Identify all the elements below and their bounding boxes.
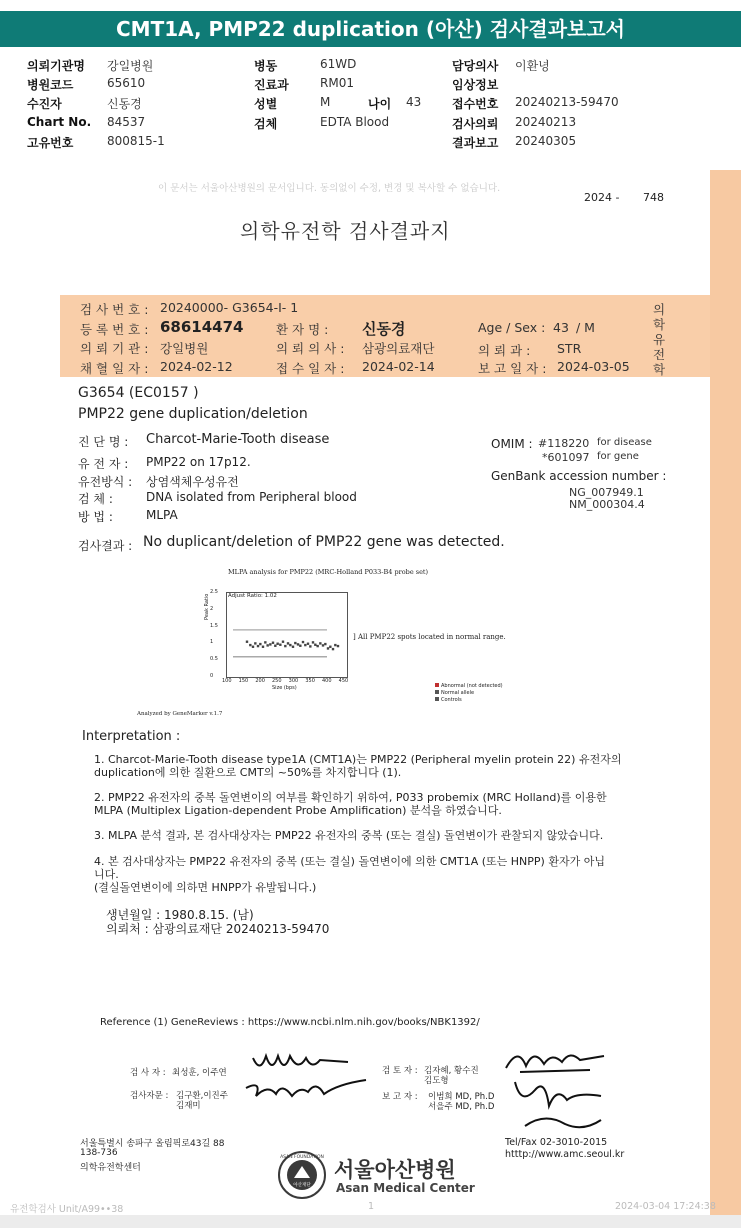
reg-no-label: 등 록 번 호 : [80, 322, 149, 337]
header-key: 병원코드 [27, 78, 74, 92]
reviewer-label: 검 토 자 : [382, 1066, 418, 1076]
header-value: EDTA Blood [320, 115, 390, 129]
data-point [304, 644, 306, 646]
data-point [309, 645, 311, 647]
side-label-char: 학 [653, 317, 666, 332]
hospital-name-korean: 서울아산병원 [334, 1158, 456, 1182]
data-point [269, 643, 271, 645]
x-tick-label: 250 [272, 678, 282, 684]
header-value: 20240213-59470 [515, 95, 619, 109]
genbank-nm: NM_000304.4 [569, 498, 645, 511]
collect-date: 2024-02-12 [160, 359, 233, 374]
tel-fax: Tel/Fax 02-3010-2015 [505, 1137, 608, 1148]
doc-number: 748 [643, 191, 664, 204]
address-1: 서울특별시 송파구 올림픽로43길 88 [80, 1139, 225, 1149]
header-key: 접수번호 [452, 97, 499, 111]
legend-entry [435, 697, 462, 703]
data-point [334, 644, 336, 646]
mlpa-plot [227, 593, 347, 677]
data-point [302, 641, 304, 643]
legend-entry [435, 690, 474, 696]
x-tick-label: 100 [222, 678, 232, 684]
y-tick-label: 1.5 [210, 622, 218, 629]
header-value: 강일병원 [107, 59, 154, 73]
chart-ylabel: Peak Ratio [204, 593, 210, 620]
y-tick-label: 2 [210, 605, 214, 612]
hospital-name-english: Asan Medical Center [336, 1181, 475, 1195]
data-point [249, 644, 251, 646]
exam-no-label: 검 사 번 호 : [80, 302, 149, 317]
seal-text: ASAN FOUNDATION [280, 1155, 324, 1160]
genbank-ng: NG_007949.1 [569, 486, 644, 499]
side-label-char: 학 [653, 362, 666, 377]
sample: DNA isolated from Peripheral blood [146, 490, 357, 504]
data-point [299, 645, 301, 647]
genbank-label: GenBank accession number : [491, 469, 667, 483]
report-heading: 의학유전학 검사결과지 [240, 219, 451, 243]
omim-disease: #118220 [538, 437, 590, 450]
header-key: 병동 [254, 59, 278, 73]
method: MLPA [146, 508, 178, 522]
header-value: 이환녕 [515, 59, 550, 73]
doc-year: 2024 - [584, 191, 620, 204]
header-key: 검사의뢰 [452, 117, 499, 131]
header-value: 61WD [320, 57, 357, 71]
data-point [289, 644, 291, 646]
reg-no: 68614474 [160, 318, 244, 336]
legend-swatch [435, 697, 439, 701]
institution-label: 의 뢰 기 관 : [80, 341, 149, 356]
bracket-icon: ] [353, 633, 356, 641]
omim-label: OMIM : [491, 437, 533, 451]
data-point [316, 645, 318, 647]
y-tick-label: 2.5 [210, 589, 218, 595]
legend-label: Normal allele [441, 690, 475, 696]
patient-age: 43 [553, 320, 569, 335]
data-point [294, 642, 296, 644]
legend-label: Abnormal (not detected) [441, 683, 503, 689]
data-point [282, 641, 284, 643]
reporter-1: 이범희 MD, Ph.D [428, 1092, 495, 1102]
gene-label: 유 전 자 : [78, 457, 129, 471]
y-tick-label: 0.5 [210, 656, 218, 663]
doctor-label: 의 뢰 의 사 : [276, 341, 345, 356]
gene: PMP22 on 17p12. [146, 455, 251, 469]
test-name: PMP22 gene duplication/deletion [78, 406, 308, 422]
header-key: 고유번호 [27, 136, 74, 150]
method-label: 방 법 : [78, 510, 113, 524]
legend-entry [435, 683, 503, 689]
data-point [252, 646, 254, 648]
interpretation-title: Interpretation : [82, 729, 181, 744]
address-2: 138-736 [80, 1148, 118, 1158]
data-point [264, 641, 266, 643]
omim-gene: *601097 [542, 451, 590, 464]
data-point [319, 642, 321, 644]
result-label: 검사결과 : [78, 539, 133, 553]
mlpa-chart [226, 592, 348, 678]
header-value: 800815-1 [107, 134, 165, 148]
footer-page: 1 [368, 1201, 375, 1212]
header-key: 검체 [254, 117, 278, 131]
data-point [292, 646, 294, 648]
report-title: CMT1A, PMP22 duplication (아산) 검사결과보고서 [0, 11, 741, 47]
patient-name: 신동경 [362, 320, 406, 338]
report-date: 2024-03-05 [557, 359, 630, 374]
x-tick-label: 300 [288, 678, 299, 684]
header-key: 담당의사 [452, 59, 499, 73]
sample-label: 검 체 : [78, 492, 113, 506]
data-point [324, 643, 326, 645]
x-tick-label: 200 [255, 678, 265, 684]
header-key: 결과보고 [452, 136, 499, 150]
data-point [322, 644, 324, 646]
adjust-ratio: Adjust Ratio: 1.02 [228, 593, 277, 599]
interpretation-line: 4. 본 검사대상자는 PMP22 유전자의 중복 (또는 결실) 돌연변이에 의한 CMT1A (또는 HNPP) 환자가 아닙 [94, 855, 605, 868]
age-value: 43 [406, 95, 422, 109]
data-point [337, 645, 339, 647]
chart-annotation [353, 633, 506, 641]
data-point [266, 644, 268, 646]
header-key: 진료과 [254, 78, 289, 92]
exam-no: 20240000- G3654-I- 1 [160, 300, 299, 315]
diagnosis: Charcot-Marie-Tooth disease [146, 432, 330, 447]
patient-sex: / M [576, 320, 595, 335]
reviewer-2: 김도형 [424, 1076, 449, 1086]
receive-date-label: 접 수 일 자 : [276, 361, 345, 376]
dept: STR [557, 341, 582, 356]
header-key: 수진자 [27, 97, 62, 111]
examiner: 최성훈, 이주연 [172, 1068, 227, 1078]
dept-label: 의 뢰 과 : [478, 343, 531, 358]
side-label-char: 의 [653, 302, 666, 317]
x-tick-label: 150 [238, 678, 249, 684]
institution: 강일병원 [160, 341, 209, 356]
age-sex-label: Age / Sex : [478, 320, 546, 335]
header-value: M [320, 95, 331, 109]
report-date-label: 보 고 일 자 : [478, 361, 547, 376]
doctor: 삼광의료재단 [362, 341, 435, 356]
legend-swatch [435, 683, 439, 687]
receive-date: 2024-02-14 [362, 359, 435, 374]
side-label-char: 전 [653, 347, 666, 362]
advisor-1: 김구환,이진주 [176, 1091, 228, 1101]
diagnosis-label: 진 단 명 : [78, 435, 129, 449]
patient-name-label: 환 자 명 : [276, 322, 329, 337]
header-key: 의뢰기관명 [27, 59, 85, 73]
data-point [284, 645, 286, 647]
omim-gene-note: for gene [597, 451, 639, 462]
reporter-2: 서을주 MD, Ph.D [428, 1102, 495, 1112]
data-point [327, 647, 329, 649]
chart-title: MLPA analysis for PMP22 (MRC-Holland P033-B4 probe set) [228, 568, 429, 576]
website: htttp://www.amc.seoul.kr [505, 1149, 625, 1160]
test-code: G3654 (EC0157 ) [78, 385, 199, 401]
legend-swatch [435, 690, 439, 694]
data-point [314, 644, 316, 646]
omim-disease-note: for disease [597, 437, 652, 448]
asan-foundation-seal-icon [277, 1150, 327, 1200]
inheritance-label: 유전방식 : [78, 475, 133, 489]
data-point [257, 645, 259, 647]
advisor-signature [242, 1074, 372, 1106]
reporter-signature [505, 1076, 610, 1134]
right-side-strip [710, 170, 741, 1215]
advisor-2: 김재미 [176, 1101, 201, 1111]
advisor-label: 검사자문 : [130, 1091, 169, 1101]
reviewer-signature [500, 1042, 610, 1078]
header-value: 20240213 [515, 115, 577, 129]
x-tick-label: 450 [338, 678, 349, 684]
bottom-edge [0, 1215, 741, 1228]
data-point [287, 642, 289, 644]
data-point [246, 641, 248, 643]
header-value: 신동경 [107, 97, 142, 111]
chart-xlabel: Size (bps) [272, 685, 297, 691]
interpretation-line: 2. PMP22 유전자의 중복 돌연변이의 여부를 확인하기 위하여, P033 probemix (MRC Holland)를 이용한 [94, 791, 607, 804]
data-point [276, 643, 278, 645]
data-point [332, 648, 334, 650]
reviewer-1: 김자혜, 황수진 [424, 1066, 479, 1076]
y-tick-label: 1 [210, 639, 214, 646]
data-point [329, 646, 331, 648]
interpretation-line: duplication에 의한 질환으로 CMT의 ~50%를 차지합니다 (1). [94, 766, 402, 779]
reporter-label: 보 고 자 : [382, 1092, 418, 1102]
interpretation-line: 3. MLPA 분석 결과, 본 검사대상자는 PMP22 유전자의 중복 (또는 결실) 돌연변이가 관찰되지 않았습니다. [94, 829, 604, 842]
age-label: 나이 [368, 97, 392, 111]
data-point [259, 643, 261, 645]
x-tick-label: 350 [305, 678, 315, 684]
examiner-signature [248, 1044, 358, 1076]
software-note: Analyzed by GeneMarker v.1.7 [137, 711, 223, 717]
header-value: 65610 [107, 76, 146, 90]
interpretation-line: (결실돌연변이에 의하면 HNPP가 유발됩니다.) [94, 881, 317, 894]
header-key: 임상정보 [452, 78, 499, 92]
header-value: RM01 [320, 76, 354, 90]
header-key: Chart No. [27, 115, 92, 129]
result-text: No duplicant/deletion of PMP22 gene was detected. [143, 534, 505, 550]
reference: Reference (1) GeneReviews : https://www.ncbi.nlm.nih.gov/books/NBK1392/ [100, 1017, 480, 1028]
client-info: 의뢰처 : 삼광의료재단 20240213-59470 [106, 922, 330, 936]
data-point [272, 642, 274, 644]
legend-label: Controls [441, 697, 462, 703]
chart-annotation-text: All PMP22 spots located in normal range. [357, 633, 506, 641]
birth-date: 생년월일 : 1980.8.15. (남) [106, 908, 254, 922]
interpretation-line: 니다. [94, 868, 119, 881]
examiner-label: 검 사 자 : [130, 1068, 166, 1078]
data-point [312, 641, 314, 643]
header-value: 84537 [107, 115, 146, 129]
header-key: 성별 [254, 97, 278, 111]
data-point [279, 644, 281, 646]
collect-date-label: 채 혈 일 자 : [80, 361, 149, 376]
data-point [262, 646, 264, 648]
side-label-char: 유 [653, 332, 666, 347]
interpretation-line: 1. Charcot-Marie-Tooth disease type1A (CMT1A)는 PMP22 (Peripheral myelin protein 22) 유전자의 [94, 753, 622, 766]
footer-timestamp: 2024-03-04 17:24:38 [615, 1201, 716, 1212]
interpretation-line: MLPA (Multiplex Ligation-dependent Probe Amplification) 분석을 하였습니다. [94, 804, 502, 817]
data-point [307, 643, 309, 645]
data-point [297, 643, 299, 645]
data-point [274, 645, 276, 647]
header-value: 20240305 [515, 134, 577, 148]
footer-unit: 유전학검사 Unit/A99••38 [10, 1204, 124, 1215]
x-tick-label: 400 [322, 678, 332, 684]
address-3: 의학유전학센터 [80, 1163, 141, 1173]
seal-inner: 아산재단 [293, 1183, 311, 1188]
inheritance: 상염색체우성유전 [146, 475, 239, 489]
watermark-text: 이 문서는 서울아산병원의 문서입니다. 동의없이 수정, 변경 및 복사할 수 없습니다. [158, 183, 501, 194]
y-tick-label: 0 [210, 673, 214, 679]
data-point [254, 642, 256, 644]
